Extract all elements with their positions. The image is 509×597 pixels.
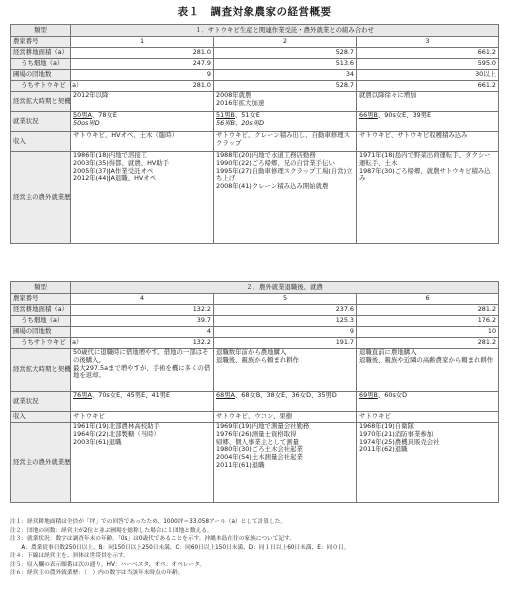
work-household: 50os男D (73, 118, 100, 127)
row-label-history: 経営主の農外就業歴 (11, 152, 71, 244)
income-value: サトウキビ、クレーン積み出し、自動車修理スクラップ (214, 132, 357, 152)
note-line: 注６：経営主の農外就業歴：（ ）内の数字は当該年末時点の年齢。 (10, 570, 184, 577)
note-line: 注２：団地の回数：経営主が2位と並ぶ圃場を総称した場合に１団地と数える。 (10, 527, 213, 534)
row-label-history: 経営主の農外就業歴 (11, 423, 71, 503)
table-notes (10, 518, 500, 578)
area-value: 281.2 (357, 305, 499, 316)
work-rest: 、51女E (234, 111, 260, 119)
work-status (71, 392, 214, 412)
row-label-area: 経営耕地面積（a） (11, 48, 71, 59)
plots-value: 9 (71, 70, 214, 81)
cane-value: 528.7 (214, 81, 357, 92)
row-label-work: 就業状況 (11, 112, 71, 132)
row-label-expand: 経営拡大時期と契機 (11, 92, 71, 112)
farm-id: 5 (214, 294, 357, 305)
row-label-plots: 圃場の団地数 (11, 70, 71, 81)
work-head: 76男A (73, 391, 92, 399)
history-value: 1971年(18)島内で野菜出荷運転手、タクシー運転手、土木 1987年(30)ごろ帰郷、就農サトウキビ積み込み (357, 152, 499, 244)
page-title: 表１ 調査対象農家の経営概要 (177, 6, 332, 18)
expand-value: 就農以降徐々に増加 (357, 92, 499, 112)
row-label-income: 収入 (11, 412, 71, 423)
field-value: 176.2 (357, 316, 499, 327)
work-rest: 、90s女E、39男E (377, 111, 432, 119)
farm-id: 3 (357, 37, 499, 48)
work-head: 69男B (359, 391, 378, 399)
farm-id: 6 (357, 294, 499, 305)
row-label-cane: うちサトウキビ（a） (11, 338, 71, 349)
row-label-farm-id: 農家番号 (11, 294, 71, 305)
row-label-cane: うちサトウキビ（a） (11, 81, 71, 92)
plots-value: 34 (214, 70, 357, 81)
work-rest: 、68女B、38女E、36女D、35男D (234, 391, 337, 399)
note-line: 注１：経営耕地面積は全員が「坪」での回答であったため、1000坪＝33.058アール（a）として計算した。 (10, 519, 287, 525)
work-rest: 、78女E (91, 111, 117, 119)
note-line: 注５：収入欄の表示順番は次の通り。HV：ハーベスタ、オペ：オペレータ。 (10, 561, 206, 568)
field-value: 125.3 (214, 316, 357, 327)
type-value: １．サトウキビ生産と関連作業受託・農外就業との組み合わせ (71, 25, 499, 37)
expand-value: 2008年就農 2016年拡大加速 (214, 92, 357, 112)
row-label-work: 就業状況 (11, 392, 71, 412)
expand-value: 退職直前に農地購入 退職後、親族や近隣の高齢農家から頼まれ耕作 (357, 349, 499, 392)
plots-value: 4 (71, 327, 214, 338)
work-head: 68男A (216, 391, 235, 399)
farm-id: 1 (71, 37, 214, 48)
cane-value: 281.0 (71, 81, 214, 92)
row-label-field: うち畑地（a） (11, 316, 71, 327)
income-value: サトウキビ、HVオペ、土木（臨時） (71, 132, 214, 152)
work-status (214, 112, 357, 132)
area-value: 661.2 (357, 48, 499, 59)
note-line: A：農業従事日数250日以上、B：同150日以上250日未満、C：同60日以上150日未満、D：同１日以上60日未満、E：同０日。 (10, 544, 350, 551)
history-value: 1986年(18)内地で溶接工 2003年(35)得都、就農、HV助手 2005年(37)JA作業受託オペ 2012年(44)JA退職、HVオペ (71, 152, 214, 244)
income-value: サトウキビ (357, 412, 499, 423)
field-value: 247.9 (71, 59, 214, 70)
income-value: サトウキビ (71, 412, 214, 423)
note-line: 注４：下線は経営主を、斜体は世帯員を示す。 (10, 553, 129, 560)
income-value: サトウキビ、ウコン、果樹 (214, 412, 357, 423)
cane-value: 191.7 (214, 338, 357, 349)
note-line: 注３：就業状況：数字は調査年末の年齢。「0s」は0歳代であることを示す。沖縄本島在住の家族について記す。 (10, 536, 296, 543)
row-label-plots: 圃場の団地数 (11, 327, 71, 338)
row-label-field: うち畑地（a） (11, 59, 71, 70)
area-value: 528.7 (214, 48, 357, 59)
area-value: 132.2 (71, 305, 214, 316)
work-head: 51男B (216, 111, 235, 119)
row-label-farm-id: 農家番号 (11, 37, 71, 48)
field-value: 513.6 (214, 59, 357, 70)
field-value: 39.7 (71, 316, 214, 327)
cane-value: 281.2 (357, 338, 499, 349)
farm-table-type1 (10, 24, 499, 244)
cane-value: 132.2 (71, 338, 214, 349)
plots-value: 9 (214, 327, 357, 338)
work-head: 66男B (359, 111, 378, 119)
plots-value: 30以上 (357, 70, 499, 81)
type-label: 類型 (11, 25, 71, 37)
expand-value: 2012年以降 (71, 92, 214, 112)
history-value: 1961年(19)北部農林高校助手 1964年(22)北部製糖（当時） 2003年(61)退職 (71, 423, 214, 503)
expand-value: 50歳代に退職時に借地増やす。借地の一部はその後購入。 最大297.5aまで増やすが、手術を機に多くの借地を返却。 (71, 349, 214, 392)
farm-id: 2 (214, 37, 357, 48)
plots-value: 10 (357, 327, 499, 338)
work-head: 50男A (73, 111, 92, 119)
row-label-income: 収入 (11, 132, 71, 152)
work-status (357, 112, 499, 132)
row-label-area: 経営耕地面積（a） (11, 305, 71, 316)
work-rest: 、60s女D (377, 391, 408, 399)
area-value: 281.0 (71, 48, 214, 59)
field-value: 595.0 (357, 59, 499, 70)
farm-id: 4 (71, 294, 214, 305)
work-rest: 、70s女E、45男E、41男E (91, 391, 171, 399)
history-value: 1968年(19)自衛隊 1970年(21)消防事業参加 1974年(25)農機具販売会社 2011年(62)退職 (357, 423, 499, 503)
work-household: 56男B、20s男D (216, 118, 265, 127)
area-value: 237.6 (214, 305, 357, 316)
work-status (357, 392, 499, 412)
income-value: サトウキビ、サトウキビ収穫積み込み (357, 132, 499, 152)
history-value: 1969年(19)内地で測量会社勤務 1976年(26)測量士資格取得 帰郷、個人事業主として測量 1980年(30)ごろ土木会社起業 2004年(54)土木測量会社起業 2011年(61)退職 (214, 423, 357, 503)
work-status (214, 392, 357, 412)
expand-value: 退職数年前から農地購入 退職後、親族から頼まれ耕作 (214, 349, 357, 392)
type-label: 類型 (11, 282, 71, 294)
farm-table-type2 (10, 281, 499, 503)
work-status (71, 112, 214, 132)
cane-value: 661.2 (357, 81, 499, 92)
row-label-expand: 経営拡大時期と契機 (11, 349, 71, 392)
history-value: 1988年(20)内地で水道工務店勤務 1990年(22)ごろ帰郷、兄の自営業手伝い 1995年(27)自動車修理スクラップ工場(自営)立ち上げ 2008年(41)クレーン積み込み開始就農 (214, 152, 357, 244)
type-value: ２．農外就業退職後、就農 (71, 282, 499, 294)
